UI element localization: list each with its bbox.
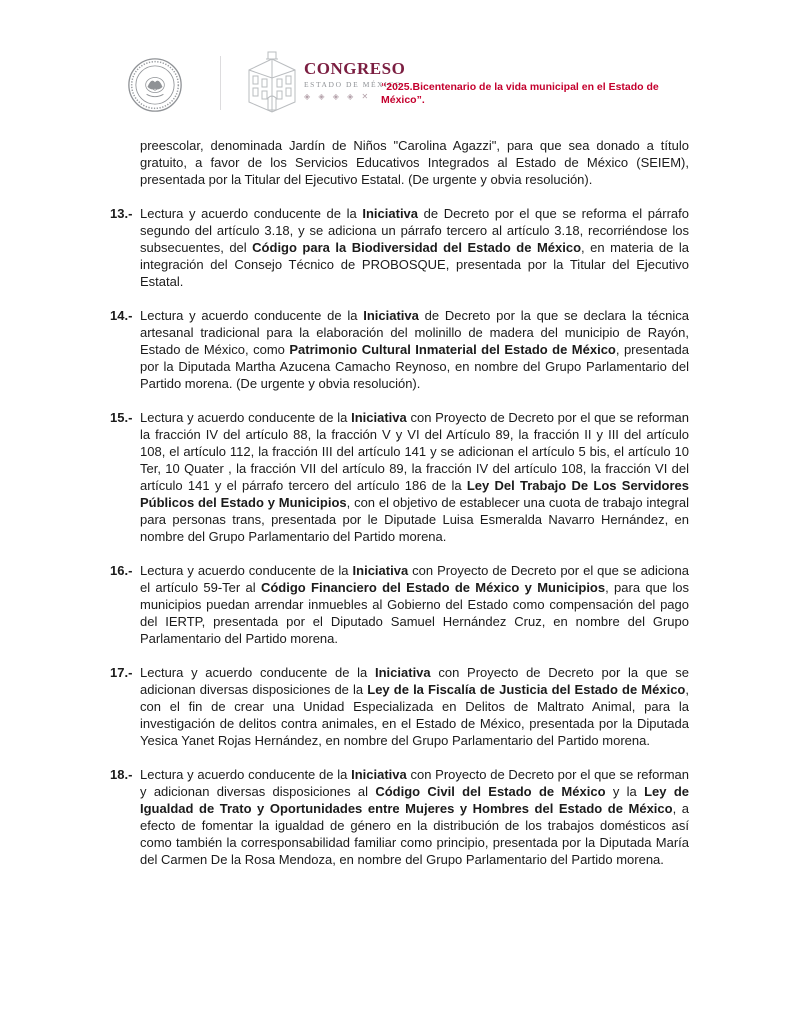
congress-building-icon <box>243 50 301 114</box>
item-text: Lectura y acuerdo conducente de la Iniciativa con Proyecto de Decreto por el que se reforman y adicionan diversas disposiciones al Código Civil del Estado de México y la Ley de Igualdad de Trato y Oportunidades entre Mujeres y Hombres del Estado de México, a efecto de fomentar la igualdad de género en la distribución de los trabajos domésticos así como también la corresponsabilidad familiar como principio, presentada por la Diputada María del Carmen De la Rosa Mendoza, en nombre del Grupo Parlamentario del Partido morena. <box>140 767 689 867</box>
agenda-item <box>110 664 689 749</box>
item-number: 17.- <box>110 665 133 680</box>
brand-subtitle: ESTADO DE MÉXICO <box>304 80 402 89</box>
item-number: 13.- <box>110 206 133 221</box>
item-text: Lectura y acuerdo conducente de la Iniciativa con Proyecto de Decreto por el que se reforman la fracción IV del artículo 88, la fracción V y VI del Artículo 89, la fracción II y III del artículo 108, el artículo 112, la fracción III del artículo 141 y se adicionan el artículo 5 bis, el artículo 10 Ter, 10 Quater , la fracción VII del artículo 89, la fracción IV del artículo 108, la fracción VI del artículo 141 y el párrafo tercero del artículo 186 de la Ley Del Trabajo De Los Servidores Públicos del Estado y Municipios, con el objetivo de establecer una cuota de trabajo integral para personas trans, presentada por le Diputade Luisa Esmeralda Navarro Hernández, en nombre del Grupo Parlamentario del Partido morena. <box>140 410 689 544</box>
header-slogan: “2025.Bicentenario de la vida municipal en el Estado de México”. <box>381 81 659 106</box>
item-number: 18.- <box>110 767 133 782</box>
item-text: preescolar, denominada Jardín de Niños "Carolina Agazzi", para que sea donado a título gratuito, a favor de los Servicios Educativos Integrados al Estado de México (SEIEM), presentada por la Titular del Ejecutivo Estatal. (De urgente y obvia resolución). <box>140 138 689 187</box>
agenda-item <box>110 766 689 868</box>
brand-ornaments-icon: ◈ ◈ ◈ ◈ ✕ <box>304 92 372 101</box>
agenda-item <box>110 409 689 545</box>
item-number: 14.- <box>110 308 133 323</box>
state-seal-icon <box>127 57 183 113</box>
item-text: Lectura y acuerdo conducente de la Iniciativa con Proyecto de Decreto por el que se adiciona el artículo 59-Ter al Código Financiero del Estado de México y Municipios, para que los municipios puedan arrendar inmuebles al Gobierno del Estado como compensación del pago del IERTP, presentada por el Diputado Samuel Hernández Cruz, en nombre del Grupo Parlamentario del Partido morena. <box>140 563 689 646</box>
item-text: Lectura y acuerdo conducente de la Iniciativa con Proyecto de Decreto por la que se adicionan diversas disposiciones de la Ley de la Fiscalía de Justicia del Estado de México, con el fin de crear una Unidad Especializada en Delitos de Maltrato Animal, para la investigación de delitos contra animales, en el Estado de México, presentada por la Diputada Yesica Yanet Rojas Hernández, en nombre del Grupo Parlamentario del Partido morena. <box>140 665 690 748</box>
header-divider <box>220 56 221 110</box>
item-number: 16.- <box>110 563 133 578</box>
item-number: 15.- <box>110 410 133 425</box>
agenda-item <box>110 307 689 392</box>
item-text: Lectura y acuerdo conducente de la Iniciativa de Decreto por el que se reforma el párrafo segundo del artículo 3.18, y se adiciona un párrafo tercero al artículo 3.18, recorriéndose los subsecuentes, del Código para la Biodiversidad del Estado de México, en materia de la integración del Consejo Técnico de PROBOSQUE, presentada por la Titular del Ejecutivo Estatal. <box>140 206 690 289</box>
agenda-item-continuation <box>110 137 689 188</box>
agenda-item <box>110 562 689 647</box>
agenda-list <box>110 137 689 885</box>
brand-title: CONGRESO <box>304 59 406 78</box>
agenda-item <box>110 205 689 290</box>
item-text: Lectura y acuerdo conducente de la Iniciativa de Decreto por la que se declara la técnica artesanal tradicional para la elaboración del molinillo de madera del municipio de Rayón, Estado de México, como Patrimonio Cultural Inmaterial del Estado de México, presentada por la Diputada Martha Azucena Camacho Reynoso, en nombre del Grupo Parlamentario del Partido morena. (De urgente y obvia resolución). <box>140 308 690 391</box>
